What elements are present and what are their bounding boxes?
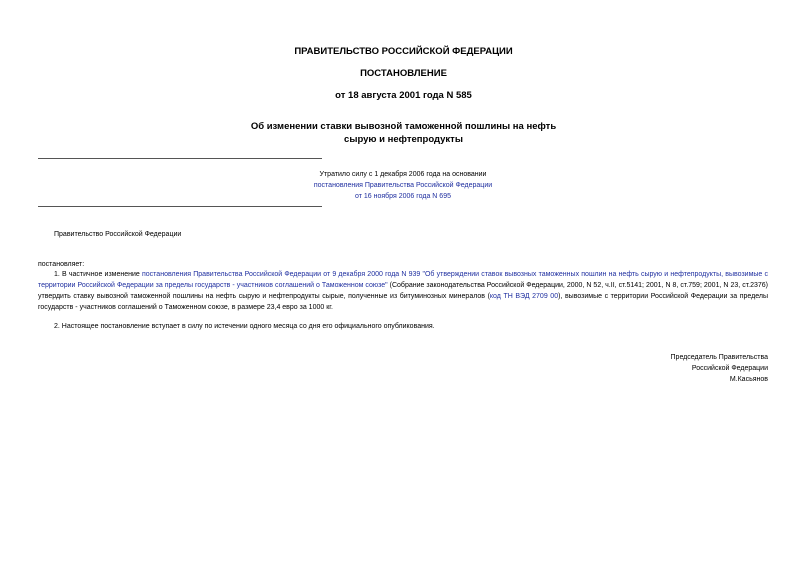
paragraph-1-middle: (Собрание законодательства Российской Федерации, 2000, N 52, ч.II, ст.5141; 2001, N 8, ст.759; 2001, N 23, ст.2376) утвердить ставку вывозной таможенной пошлины на нефть сырую и нефтепродукты сырые, полученные из битуминозных минералов ( — [38, 282, 768, 300]
paragraph-1-prefix: 1. В частичное изменение — [54, 271, 140, 278]
signature-block — [560, 352, 768, 385]
document-type-heading: ПОСТАНОВЛЕНИЕ — [360, 68, 447, 79]
repeal-decree-date-link[interactable]: от 16 ноября 2006 года N 695 — [355, 193, 451, 200]
signature-organization: Российской Федерации — [691, 365, 768, 372]
signature-position: Председатель Правительства — [670, 354, 768, 361]
government-heading: ПРАВИТЕЛЬСТВО РОССИЙСКОЙ ФЕДЕРАЦИИ — [294, 46, 513, 57]
document-date-number: от 18 августа 2001 года N 585 — [335, 90, 472, 101]
repeal-notice — [200, 169, 606, 202]
paragraph-2-text: 2. Настоящее постановление вступает в силу по истечении одного месяца со дня его официального опубликования. — [54, 323, 435, 330]
paragraph-1 — [38, 269, 768, 313]
document-title-line-2: сырую и нефтепродукты — [344, 134, 463, 145]
resolves-label: постановляет: — [38, 261, 85, 268]
paragraph-2 — [38, 321, 768, 332]
paragraph-1-suffix: ), вывозимые с территории Российской Федерации за пределы государств - участников соглашений о Таможенном союзе, в размере 23,4 евро за 1000 кг. — [38, 293, 768, 311]
document-title-line-1: Об изменении ставки вывозной таможенной пошлины на нефть — [250, 121, 557, 132]
government-label: Правительство Российской Федерации — [54, 231, 182, 238]
repeal-notice-text: Утратило силу с 1 декабря 2006 года на основании — [319, 171, 487, 178]
customs-code-link[interactable]: код ТН ВЭД 2709 00 — [489, 293, 559, 300]
document-title — [0, 120, 807, 146]
notice-top-divider — [38, 158, 322, 159]
signature-name: М.Касьянов — [729, 376, 768, 383]
decree-939-link[interactable]: постановления Правительства Российской Федерации от 9 декабря 2000 года N 939 "Об утверждении ставок вывозных таможенных пошлин на нефть сырую и нефтепродукты, вывозимые с территории Российской Федерации за пределы государств - участников соглашений о Таможенном союзе" — [38, 271, 769, 289]
repeal-decree-link[interactable]: постановления Правительства Российской Федерации — [313, 182, 493, 189]
notice-bottom-divider — [38, 206, 322, 207]
